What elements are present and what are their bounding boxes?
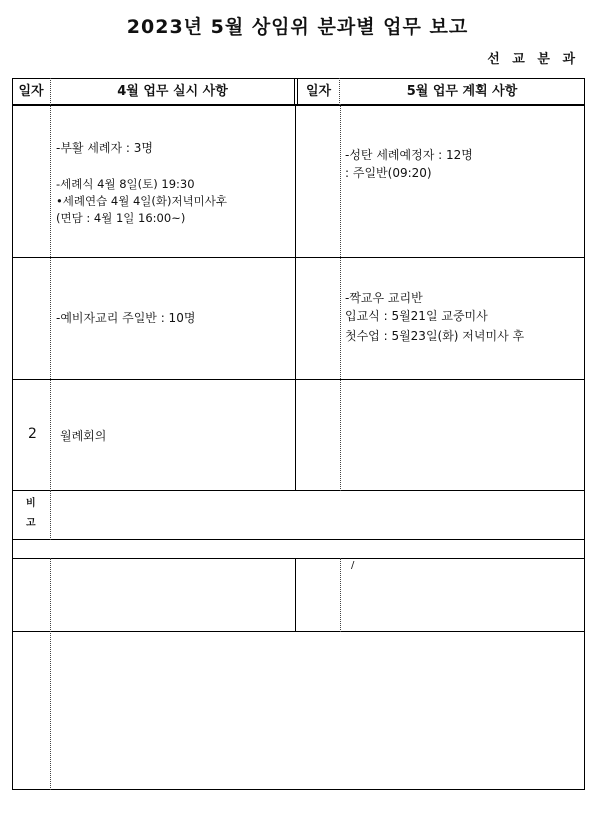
header-date-left: 일자 <box>18 84 44 99</box>
header-date-right: 일자 <box>305 84 332 99</box>
row2-may-line3: 첫수업 : 5월23일(화) 저녁미사 후 <box>345 329 525 343</box>
header-may-plans: 5월 업무 계획 사항 <box>406 84 518 99</box>
row1-april-line3: •세례연습 4월 4일(화)저녁미사후 <box>56 194 228 208</box>
row3-date: 2 <box>28 426 37 442</box>
stray-mark: / <box>351 560 355 571</box>
remarks-label-top: 비 <box>26 498 36 509</box>
row1-april-line1: -부활 세례자 : 3명 <box>56 141 154 155</box>
header-april-tasks: 4월 업무 실시 사항 <box>117 84 228 99</box>
row2-april-line1: -예비자교리 주일반 : 10명 <box>56 311 196 325</box>
page-title: 2023년 5월 상임위 분과별 업무 보고 <box>126 16 469 38</box>
row1-april-line2: -세례식 4월 8일(토) 19:30 <box>56 177 195 191</box>
row2-may-line2: 입교식 : 5월21일 교중미사 <box>345 309 488 323</box>
row1-april-line4: (면담 : 4월 1일 16:00~) <box>56 211 186 225</box>
department-label: 선 교 분 과 <box>487 52 579 67</box>
row2-may-line1: -짝교우 교리반 <box>345 291 423 305</box>
remarks-label-bottom: 고 <box>26 518 36 529</box>
row1-may-line1: -성탄 세례예정자 : 12명 <box>345 148 473 162</box>
row1-may-line2: : 주일반(09:20) <box>345 166 432 180</box>
row3-april-line1: 월례회의 <box>60 429 107 443</box>
